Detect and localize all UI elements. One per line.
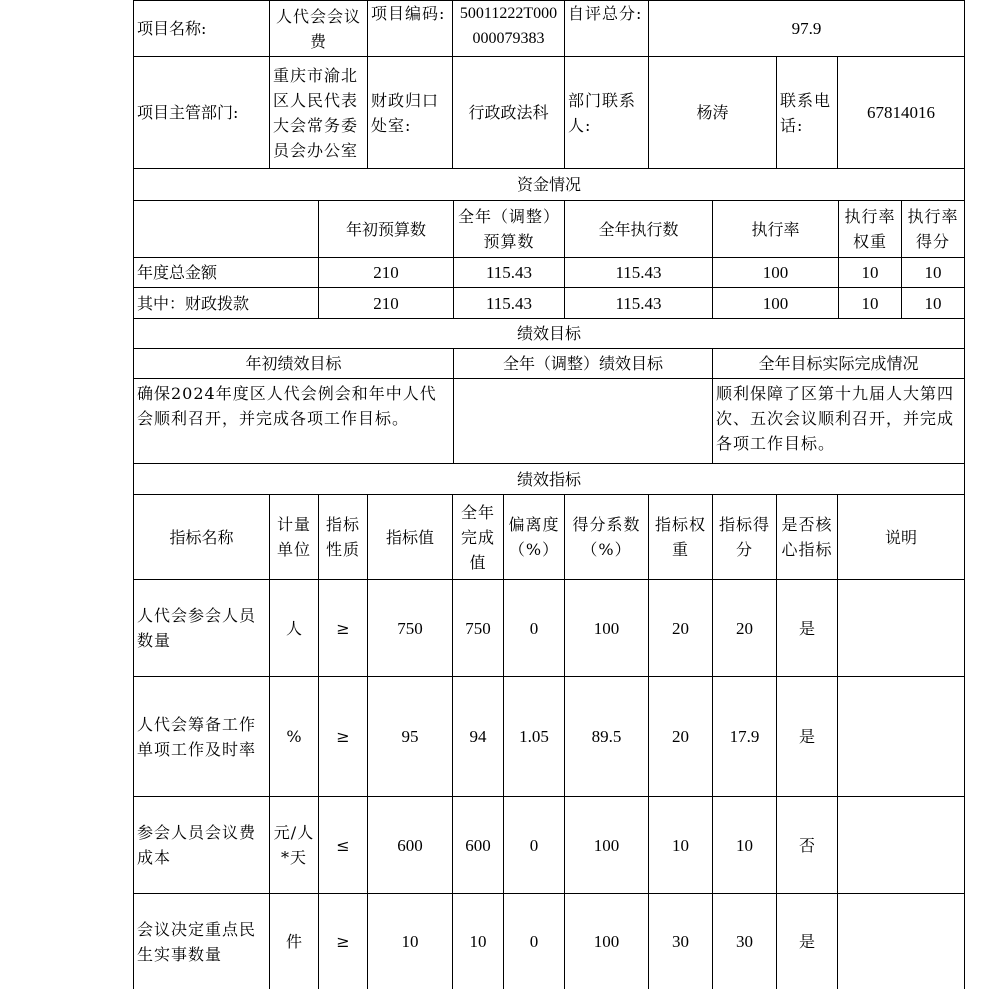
funds-row-initial: 210 (319, 258, 454, 288)
funds-section-title: 资金情况 (133, 169, 965, 201)
dept-label: 项目主管部门: (133, 57, 270, 169)
phone-value: 67814016 (838, 57, 965, 169)
ind-header-actual: 全年完成值 (453, 495, 504, 580)
dept-value: 重庆市渝北区人民代表大会常务委员会办公室 (270, 57, 368, 169)
funds-row-label: 其中：财政拨款 (133, 288, 319, 319)
funds-row-score: 10 (902, 258, 965, 288)
ind-row-unit: 件 (270, 894, 319, 989)
ind-row-name: 人代会参会人员数量 (133, 580, 270, 677)
ind-header-target: 指标值 (368, 495, 453, 580)
funds-row-executed: 115.43 (565, 258, 713, 288)
contact-value: 杨涛 (649, 57, 777, 169)
self-score-label: 自评总分: (565, 0, 649, 57)
ind-row-deviation: 1.05 (504, 677, 565, 797)
ind-row-target: 600 (368, 797, 453, 894)
finance-office-label: 财政归口处室: (368, 57, 453, 169)
ind-row-score: 17.9 (713, 677, 777, 797)
funds-row-label: 年度总金额 (133, 258, 319, 288)
ind-row-note (838, 797, 965, 894)
funds-header-weight: 执行率权重 (839, 201, 902, 258)
goals-initial-text: 确保2024年度区人代会例会和年中人代会顺利召开，并完成各项工作目标。 (133, 379, 454, 464)
ind-header-note: 说明 (838, 495, 965, 580)
ind-header-deviation: 偏离度（%） (504, 495, 565, 580)
ind-row-deviation: 0 (504, 580, 565, 677)
ind-row-target: 750 (368, 580, 453, 677)
ind-header-unit: 计量单位 (270, 495, 319, 580)
ind-row-actual: 600 (453, 797, 504, 894)
ind-row-note (838, 894, 965, 989)
ind-header-name: 指标名称 (133, 495, 270, 580)
ind-row-name: 人代会筹备工作单项工作及时率 (133, 677, 270, 797)
ind-row-name: 参会人员会议费成本 (133, 797, 270, 894)
ind-header-weight: 指标权重 (649, 495, 713, 580)
ind-row-weight: 30 (649, 894, 713, 989)
ind-header-nature: 指标性质 (319, 495, 368, 580)
funds-row-weight: 10 (839, 288, 902, 319)
ind-row-unit: % (270, 677, 319, 797)
ind-row-deviation: 0 (504, 894, 565, 989)
goals-adjusted-text (454, 379, 713, 464)
evaluation-table (133, 0, 965, 989)
funds-row-weight: 10 (839, 258, 902, 288)
ind-row-score: 10 (713, 797, 777, 894)
funds-header-initial: 年初预算数 (319, 201, 454, 258)
ind-row-note (838, 677, 965, 797)
ind-row-weight: 20 (649, 677, 713, 797)
funds-row-initial: 210 (319, 288, 454, 319)
project-name-value: 人代会会议费 (270, 0, 368, 57)
ind-row-score: 20 (713, 580, 777, 677)
ind-row-core: 否 (777, 797, 838, 894)
project-code-label: 项目编码: (368, 0, 453, 57)
ind-row-coef: 100 (565, 797, 649, 894)
funds-header-rate: 执行率 (713, 201, 839, 258)
funds-row-rate: 100 (713, 258, 839, 288)
self-score-value: 97.9 (649, 0, 965, 57)
goals-initial-title: 年初绩效目标 (133, 349, 454, 379)
ind-row-unit: 元/人*天 (270, 797, 319, 894)
project-code-value: 50011222T000000079383 (453, 0, 565, 57)
ind-row-nature: ≥ (319, 677, 368, 797)
finance-office-value: 行政政法科 (453, 57, 565, 169)
funds-header-score: 执行率得分 (902, 201, 965, 258)
ind-row-target: 95 (368, 677, 453, 797)
ind-row-note (838, 580, 965, 677)
ind-row-actual: 94 (453, 677, 504, 797)
ind-row-coef: 100 (565, 580, 649, 677)
funds-row-score: 10 (902, 288, 965, 319)
funds-row-adjusted: 115.43 (454, 288, 565, 319)
ind-header-score: 指标得分 (713, 495, 777, 580)
ind-row-nature: ≥ (319, 894, 368, 989)
ind-header-coef: 得分系数（%） (565, 495, 649, 580)
ind-row-core: 是 (777, 580, 838, 677)
ind-row-core: 是 (777, 894, 838, 989)
ind-row-nature: ≤ (319, 797, 368, 894)
ind-row-actual: 10 (453, 894, 504, 989)
ind-header-core: 是否核心指标 (777, 495, 838, 580)
ind-row-coef: 100 (565, 894, 649, 989)
ind-row-deviation: 0 (504, 797, 565, 894)
ind-row-weight: 20 (649, 580, 713, 677)
goals-actual-title: 全年目标实际完成情况 (713, 349, 965, 379)
ind-row-target: 10 (368, 894, 453, 989)
ind-row-weight: 10 (649, 797, 713, 894)
funds-header-adjusted: 全年（调整）预算数 (454, 201, 565, 258)
phone-label: 联系电话: (777, 57, 838, 169)
funds-header-executed: 全年执行数 (565, 201, 713, 258)
indicators-section-title: 绩效指标 (133, 464, 965, 495)
ind-row-unit: 人 (270, 580, 319, 677)
goals-actual-text: 顺利保障了区第十九届人大第四次、五次会议顺利召开，并完成各项工作目标。 (713, 379, 965, 464)
funds-header-blank (133, 201, 319, 258)
ind-row-core: 是 (777, 677, 838, 797)
ind-row-actual: 750 (453, 580, 504, 677)
project-name-label: 项目名称: (133, 0, 270, 57)
funds-row-adjusted: 115.43 (454, 258, 565, 288)
goals-adjusted-title: 全年（调整）绩效目标 (454, 349, 713, 379)
goals-section-title: 绩效目标 (133, 319, 965, 349)
funds-row-executed: 115.43 (565, 288, 713, 319)
ind-row-score: 30 (713, 894, 777, 989)
contact-label: 部门联系人: (565, 57, 649, 169)
funds-row-rate: 100 (713, 288, 839, 319)
ind-row-nature: ≥ (319, 580, 368, 677)
ind-row-coef: 89.5 (565, 677, 649, 797)
ind-row-name: 会议决定重点民生实事数量 (133, 894, 270, 989)
